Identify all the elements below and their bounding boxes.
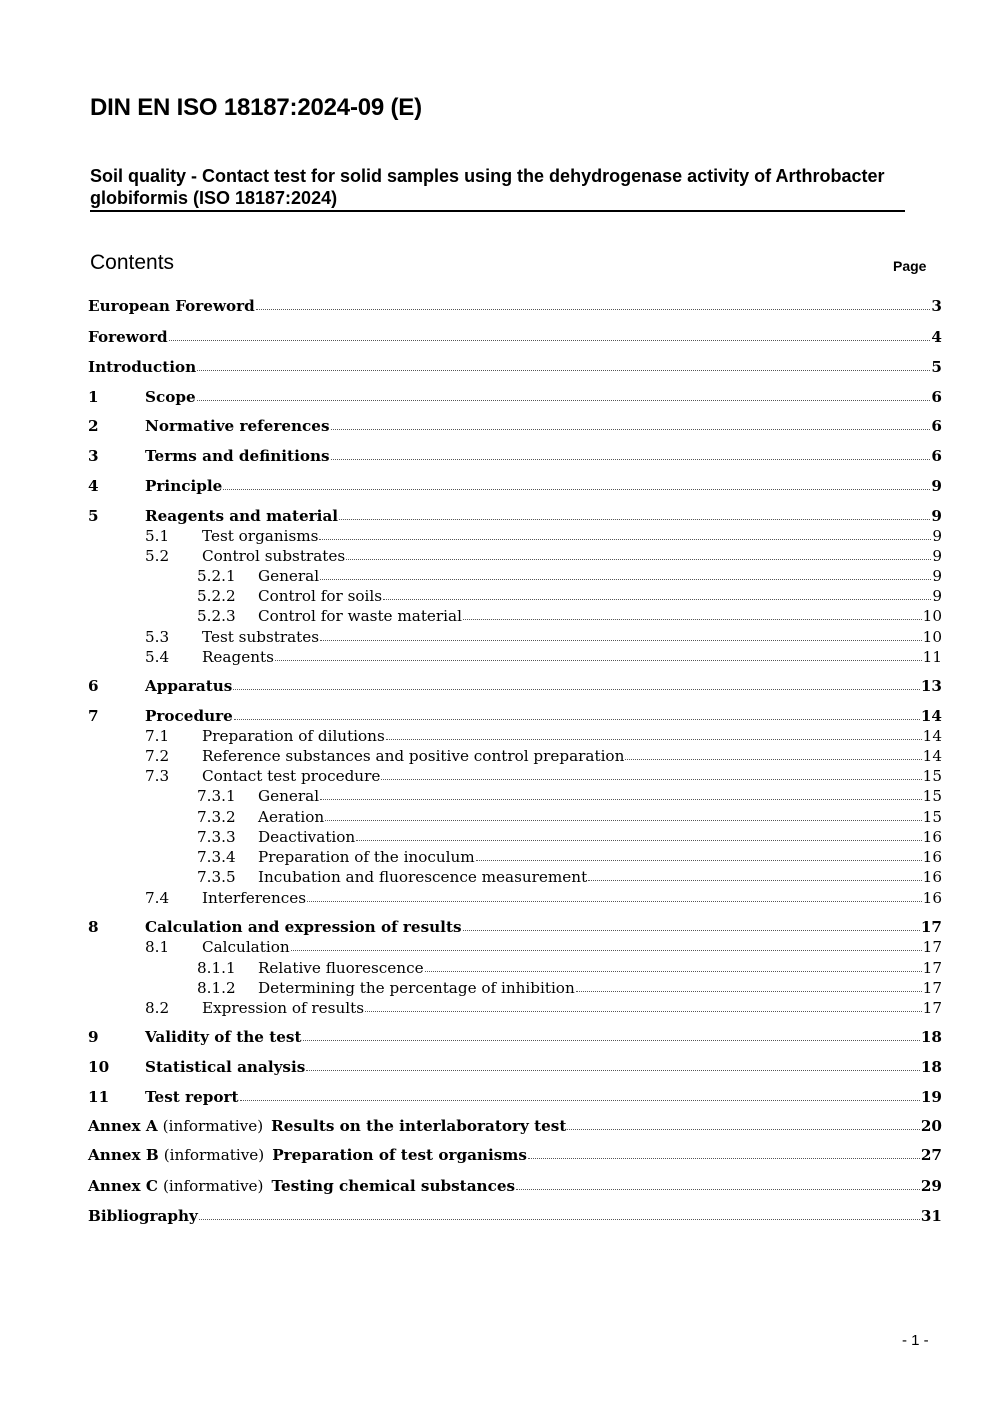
toc-entry-title: Preparation of the inoculum: [258, 848, 475, 866]
toc-entry-title: Reagents and material: [145, 507, 339, 525]
toc-entry-title: Aeration: [258, 808, 325, 826]
toc-dot-leader: [320, 626, 922, 641]
toc-entry[interactable]: [88, 416, 942, 436]
toc-entry-number: 5.2.3: [197, 607, 236, 625]
toc-entry-number: 7.3.4: [197, 848, 236, 866]
toc-entry-title: Control for waste material: [258, 607, 462, 625]
toc-annex-label: Annex A: [88, 1117, 158, 1135]
toc-entry[interactable]: [88, 506, 942, 526]
toc-entry-number: 6: [88, 677, 99, 695]
toc-annex-qualifier: (informative): [163, 1146, 265, 1164]
toc-entry[interactable]: [88, 566, 942, 586]
toc-entry-page: 10: [922, 607, 942, 625]
toc-entry-number: 3: [88, 447, 99, 465]
toc-entry-number: 8.2: [145, 999, 170, 1017]
toc-entry-number: 7: [88, 707, 99, 725]
toc-entry[interactable]: [88, 606, 942, 626]
toc-entry-title: Test substrates: [202, 628, 320, 646]
toc-entry-page: 4: [931, 328, 942, 346]
toc-entry[interactable]: [88, 627, 942, 647]
toc-entry-page: 9: [932, 587, 942, 605]
toc-entry-number: 7.3.3: [197, 828, 236, 846]
toc-entry-title: Control substrates: [202, 547, 346, 565]
toc-entry-page: 15: [922, 808, 942, 826]
toc-entry-title: Bibliography: [88, 1207, 198, 1225]
toc-entry-page: 16: [922, 889, 942, 907]
toc-entry-page: 17: [920, 918, 942, 936]
toc-entry[interactable]: [88, 706, 942, 726]
toc-dot-leader: [625, 745, 921, 760]
toc-dot-leader: [339, 505, 930, 520]
toc-dot-leader: [325, 806, 922, 821]
toc-entry-page: 14: [922, 727, 942, 745]
toc-dot-leader: [331, 445, 931, 460]
toc-dot-leader: [476, 846, 922, 861]
toc-entry-number: 7.4: [145, 889, 170, 907]
toc-entry-title: Contact test procedure: [202, 767, 381, 785]
toc-entry-number: 7.1: [145, 727, 170, 745]
toc-entry-page: 31: [920, 1207, 942, 1225]
toc-entry[interactable]: [88, 917, 942, 937]
toc-entry-page: 6: [931, 417, 942, 435]
toc-entry[interactable]: [88, 476, 942, 496]
toc-entry-title: Terms and definitions: [145, 447, 330, 465]
toc-dot-leader: [528, 1144, 920, 1159]
toc-annex-label: Annex C: [88, 1177, 158, 1195]
toc-entry-title: Foreword: [88, 328, 168, 346]
toc-entry-title: Scope: [145, 388, 196, 406]
toc-entry-page: 9: [931, 477, 942, 495]
toc-entry-page: 9: [932, 527, 942, 545]
toc-entry-title: Introduction: [88, 358, 197, 376]
toc-dot-leader: [240, 1086, 920, 1101]
toc-entry-title: Preparation of test organisms: [272, 1146, 527, 1164]
toc-entry[interactable]: [88, 1027, 942, 1047]
toc-entry-title: General: [258, 787, 320, 805]
toc-dot-leader: [463, 916, 920, 931]
toc-entry-page: 15: [922, 787, 942, 805]
toc-entry-title: Preparation of dilutions: [202, 727, 385, 745]
toc-entry-page: 20: [920, 1117, 942, 1135]
toc-entry-title: Control for soils: [258, 587, 383, 605]
toc-dot-leader: [365, 997, 922, 1012]
toc-dot-leader: [256, 295, 931, 310]
toc-dot-leader: [320, 565, 931, 580]
toc-entry-number: 7.2: [145, 747, 170, 765]
toc-dot-leader: [306, 1056, 920, 1071]
toc-entry-page: 13: [920, 677, 942, 695]
toc-entry-title: Validity of the test: [145, 1028, 302, 1046]
toc-entry[interactable]: [88, 827, 942, 847]
toc-entry-title: Normative references: [145, 417, 330, 435]
toc-entry-page: 17: [922, 999, 942, 1017]
toc-entry-page: 9: [931, 507, 942, 525]
toc-entry[interactable]: [88, 1176, 942, 1196]
toc-annex-qualifier: (informative): [162, 1177, 264, 1195]
toc-entry-page: 17: [922, 959, 942, 977]
toc-dot-leader: [303, 1026, 920, 1041]
toc-entry[interactable]: [88, 888, 942, 908]
toc-entry-page: 18: [920, 1028, 942, 1046]
toc-entry-number: 4: [88, 477, 99, 495]
toc-dot-leader: [169, 326, 931, 341]
toc-dot-leader: [291, 936, 922, 951]
document-subtitle: Soil quality - Contact test for solid samples using the dehydrogenase activity of Arthrobacter globiformis (ISO 18187:2024): [90, 165, 905, 212]
toc-entry-page: 3: [931, 297, 942, 315]
toc-annex-label: Annex B: [88, 1146, 159, 1164]
toc-entry-number: 10: [88, 1058, 110, 1076]
toc-entry-title: Apparatus: [145, 677, 233, 695]
toc-entry-page: 10: [922, 628, 942, 646]
toc-dot-leader: [383, 585, 931, 600]
toc-entry[interactable]: [88, 1145, 942, 1165]
toc-entry[interactable]: [88, 647, 942, 667]
toc-dot-leader: [234, 705, 920, 720]
toc-entry-title: Reagents: [202, 648, 274, 666]
toc-entry-title: Determining the percentage of inhibition: [258, 979, 575, 997]
toc-entry-title: Reference substances and positive control preparation: [202, 747, 625, 765]
toc-entry[interactable]: [88, 958, 942, 978]
toc-dot-leader: [425, 957, 922, 972]
toc-dot-leader: [307, 887, 922, 902]
toc-entry[interactable]: [88, 786, 942, 806]
toc-entry-page: 27: [920, 1146, 942, 1164]
toc-entry-number: 7.3.2: [197, 808, 236, 826]
toc-entry-page: 19: [920, 1088, 942, 1106]
toc-entry-number: 5.2.1: [197, 567, 236, 585]
toc-dot-leader: [223, 475, 930, 490]
toc-dot-leader: [576, 977, 922, 992]
toc-entry-page: 14: [922, 747, 942, 765]
page-column-label: Page: [893, 258, 927, 274]
toc-entry-page: 16: [922, 828, 942, 846]
toc-entry-page: 29: [920, 1177, 942, 1195]
toc-entry-number: 5.2.2: [197, 587, 236, 605]
toc-entry-title: Principle: [145, 477, 223, 495]
toc-dot-leader: [197, 356, 930, 371]
toc-entry-title: Deactivation: [258, 828, 356, 846]
toc-entry-number: 7.3.1: [197, 787, 236, 805]
toc-entry[interactable]: [88, 847, 942, 867]
toc-entry[interactable]: [88, 357, 942, 377]
toc-dot-leader: [199, 1205, 920, 1220]
toc-entry[interactable]: [88, 676, 942, 696]
toc-entry[interactable]: [88, 1057, 942, 1077]
toc-entry-page: 6: [931, 447, 942, 465]
toc-entry-page: 14: [920, 707, 942, 725]
toc-entry-page: 17: [922, 938, 942, 956]
toc-entry-number: 9: [88, 1028, 99, 1046]
toc-entry-title: Procedure: [145, 707, 233, 725]
toc-entry-title: Calculation and expression of results: [145, 918, 462, 936]
toc-entry-number: 7.3.5: [197, 868, 236, 886]
toc-entry-number: 5.3: [145, 628, 170, 646]
toc-dot-leader: [319, 525, 931, 540]
toc-entry-title: Relative fluorescence: [258, 959, 424, 977]
toc-entry-number: 8: [88, 918, 99, 936]
toc-entry-number: 8.1.1: [197, 959, 236, 977]
toc-entry-number: 5: [88, 507, 99, 525]
toc-entry[interactable]: [88, 807, 942, 827]
toc-entry-page: 9: [932, 567, 942, 585]
toc-dot-leader: [516, 1175, 920, 1190]
toc-entry-number: 5.1: [145, 527, 170, 545]
toc-entry-page: 16: [922, 848, 942, 866]
toc-entry[interactable]: [88, 327, 942, 347]
toc-entry-number: 5.2: [145, 547, 170, 565]
toc-entry[interactable]: [88, 998, 942, 1018]
toc-entry[interactable]: [88, 546, 942, 566]
toc-entry-number: 8.1.2: [197, 979, 236, 997]
toc-entry-page: 9: [932, 547, 942, 565]
toc-entry-title: Results on the interlaboratory test: [271, 1117, 567, 1135]
toc-dot-leader: [386, 725, 922, 740]
toc-entry[interactable]: [88, 387, 942, 407]
toc-entry-title: Interferences: [202, 889, 307, 907]
toc-dot-leader: [356, 826, 921, 841]
document-title: DIN EN ISO 18187:2024-09 (E): [90, 94, 422, 121]
toc-annex-qualifier: (informative): [162, 1117, 264, 1135]
toc-entry-number: 5.4: [145, 648, 170, 666]
toc-entry-title: Testing chemical substances: [271, 1177, 516, 1195]
toc-entry[interactable]: [88, 867, 942, 887]
page-number: - 1 -: [902, 1332, 929, 1349]
contents-heading: Contents: [90, 251, 175, 274]
toc-dot-leader: [197, 386, 931, 401]
toc-entry[interactable]: [88, 296, 942, 316]
toc-entry[interactable]: [88, 978, 942, 998]
toc-entry-title: Statistical analysis: [145, 1058, 306, 1076]
toc-entry-title: Incubation and fluorescence measurement: [258, 868, 588, 886]
toc-dot-leader: [331, 415, 931, 430]
toc-dot-leader: [381, 765, 921, 780]
toc-entry[interactable]: [88, 446, 942, 466]
toc-dot-leader: [346, 545, 931, 560]
toc-entry-title: Test organisms: [202, 527, 319, 545]
toc-entry-title: General: [258, 567, 320, 585]
toc-entry-page: 5: [931, 358, 942, 376]
toc-entry-title: European Foreword: [88, 297, 255, 315]
toc-entry-page: 11: [922, 648, 942, 666]
toc-dot-leader: [588, 866, 921, 881]
toc-entry-number: 8.1: [145, 938, 170, 956]
toc-entry-title: Expression of results: [202, 999, 364, 1017]
toc-entry-title: Test report: [145, 1088, 239, 1106]
toc-dot-leader: [275, 646, 922, 661]
toc-entry-page: 18: [920, 1058, 942, 1076]
toc-entry-title: Calculation: [202, 938, 290, 956]
toc-dot-leader: [463, 605, 922, 620]
toc-entry-number: 11: [88, 1088, 110, 1106]
toc-entry[interactable]: [88, 1087, 942, 1107]
toc-entry[interactable]: [88, 586, 942, 606]
toc-entry[interactable]: [88, 1206, 942, 1226]
toc-entry-page: 6: [931, 388, 942, 406]
toc-entry[interactable]: [88, 746, 942, 766]
toc-entry-number: 2: [88, 417, 99, 435]
toc-entry[interactable]: [88, 1116, 942, 1136]
toc-dot-leader: [567, 1115, 920, 1130]
toc-entry[interactable]: [88, 526, 942, 546]
toc-entry-number: 1: [88, 388, 99, 406]
toc-entry[interactable]: [88, 726, 942, 746]
toc-dot-leader: [320, 785, 922, 800]
toc-entry-number: 7.3: [145, 767, 170, 785]
toc-entry-page: 17: [922, 979, 942, 997]
toc-entry[interactable]: [88, 937, 942, 957]
toc-entry[interactable]: [88, 766, 942, 786]
toc-entry-page: 15: [922, 767, 942, 785]
toc-dot-leader: [233, 675, 920, 690]
toc-entry-page: 16: [922, 868, 942, 886]
